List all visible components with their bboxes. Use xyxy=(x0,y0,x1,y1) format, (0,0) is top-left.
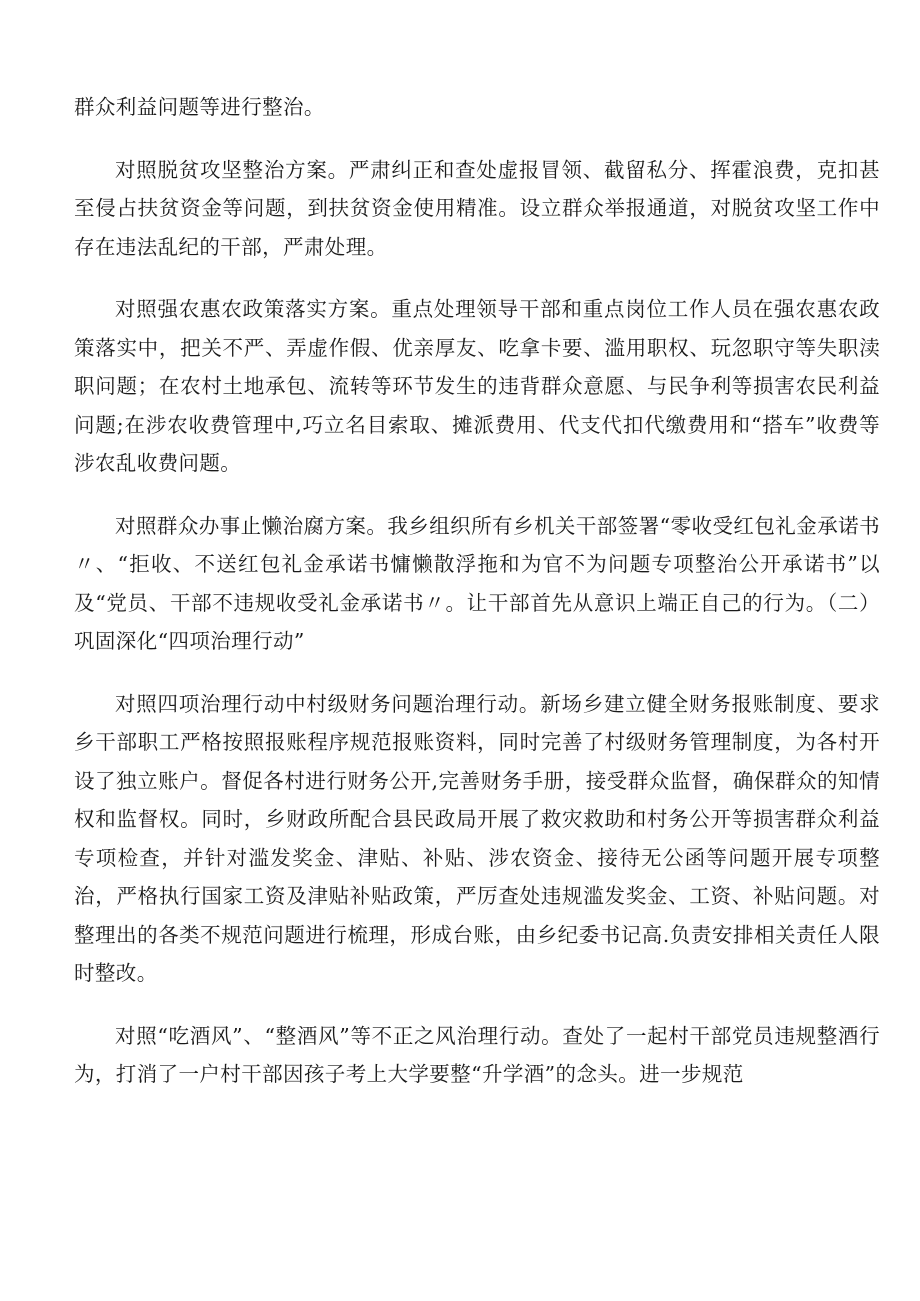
paragraph-5: 对照四项治理行动中村级财务问题治理行动。新场乡建立健全财务报账制度、要求乡干部职工严格按照报账程序规范报账资料，同时完善了村级财务管理制度，为各村开设了独立账户。督促各村进行财务公开,完善财务手册，接受群众监督，确保群众的知情权和监督权。同时，乡财政所配合县民政局开展了救灾救助和村务公开等损害群众利益专项检查，并针对滥发奖金、津贴、补贴、涉农资金、接待无公函等问题开展专项整治，严格执行国家工资及津贴补贴政策，严厉查处违规滥发奖金、工资、补贴问题。对整理出的各类不规范问题进行梳理，形成台账，由乡纪委书记高.负责安排相关责任人限时整改。 xyxy=(74,691,880,985)
paragraph-4: 对照群众办事止懒治腐方案。我乡组织所有乡机关干部签署“零收受红包礼金承诺书〃、“拒收、不送红包礼金承诺书慵懒散浮拖和为官不为问题专项整治公开承诺书”以及“党员、干部不违规收受礼金承诺书〃。让干部首先从意识上端正自己的行为。（二）巩固深化“四项治理行动” xyxy=(74,513,880,653)
paragraph-3: 对照强农惠农政策落实方案。重点处理领导干部和重点岗位工作人员在强农惠农政策落实中，把关不严、弄虚作假、优亲厚友、吃拿卡要、滥用职权、玩忽职守等失职渎职问题；在农村土地承包、流转等环节发生的违背群众意愿、与民争利等损害农民利益问题;在涉农收费管理中,巧立名目索取、摊派费用、代支代扣代缴费用和“搭车”收费等涉农乱收费问题。 xyxy=(74,297,880,475)
paragraph-2: 对照脱贫攻坚整治方案。严肃纠正和查处虚报冒领、截留私分、挥霍浪费，克扣甚至侵占扶贫资金等问题，到扶贫资金使用精准。设立群众举报通道，对脱贫攻坚工作中存在违法乱纪的干部，严肃处理。 xyxy=(74,157,880,259)
paragraph-1: 群众利益问题等进行整治。 xyxy=(74,95,325,119)
paragraph-6: 对照“吃酒风”、“整酒风”等不正之风治理行动。查处了一起村干部党员违规整酒行为，打消了一户村干部因孩子考上大学要整“升学酒”的念头。进一步规范 xyxy=(74,1023,880,1086)
